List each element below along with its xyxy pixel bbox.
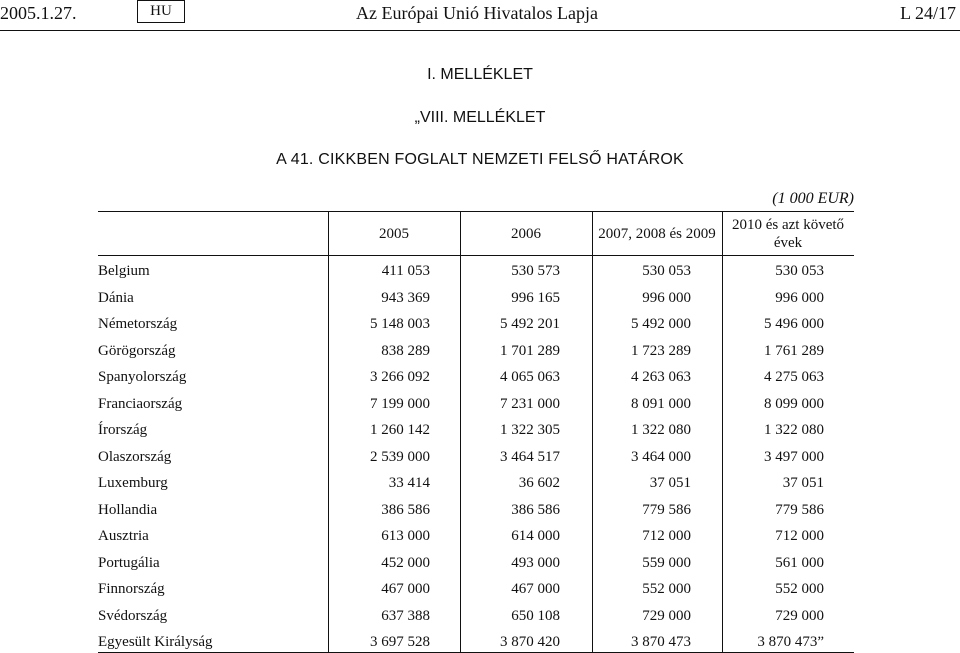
- table-row: [98, 626, 854, 653]
- column-header-2007-2009: 2007, 2008 és 2009: [598, 225, 716, 242]
- value-2010-onwards: 779 586: [775, 501, 824, 518]
- value-2006: 493 000: [511, 554, 560, 571]
- value-2010-onwards: 1 761 289: [764, 342, 824, 359]
- country-name: Olaszország: [98, 448, 172, 465]
- country-name: Írország: [98, 422, 148, 438]
- sub-annex-heading: „VIII. MELLÉKLET: [414, 109, 546, 126]
- table-row: [98, 547, 854, 574]
- value-2006: 650 108: [511, 607, 560, 624]
- value-2010-onwards: 1 322 080: [764, 422, 824, 438]
- table-row: [98, 282, 854, 309]
- table-row: [98, 494, 854, 521]
- country-name: Franciaország: [98, 395, 183, 412]
- table-row: [98, 308, 854, 335]
- publication-date: 2005.1.27.: [0, 3, 77, 23]
- header-rule: [0, 30, 960, 31]
- value-2007-2009: 3 464 000: [631, 448, 691, 465]
- value-2010-onwards: 729 000: [775, 607, 824, 624]
- value-2010-onwards: 712 000: [775, 528, 824, 544]
- value-2007-2009: 552 000: [642, 581, 691, 597]
- value-2010-onwards: 3 870 473”: [757, 634, 824, 650]
- table-row: [98, 467, 854, 494]
- value-2006: 467 000: [511, 581, 560, 597]
- value-2010-onwards: 4 275 063: [764, 369, 824, 385]
- value-2006: 386 586: [511, 501, 560, 518]
- value-2007-2009: 1 723 289: [631, 342, 691, 359]
- country-name: Svédország: [98, 607, 168, 624]
- table-row: [98, 361, 854, 388]
- country-name: Görögország: [98, 342, 176, 359]
- column-header-2010-onwards: 2010 és azt követő évek: [731, 216, 845, 251]
- table-body: [98, 255, 854, 653]
- value-2005: 1 260 142: [370, 422, 430, 438]
- value-2007-2009: 530 053: [642, 263, 691, 279]
- value-2005: 3 266 092: [370, 369, 430, 385]
- value-2007-2009: 779 586: [642, 501, 691, 518]
- value-2006: 1 322 305: [500, 422, 560, 438]
- page-header: [0, 0, 960, 27]
- value-2010-onwards: 8 099 000: [764, 395, 824, 412]
- unit-label: (1 000 EUR): [772, 190, 854, 207]
- value-2007-2009: 4 263 063: [631, 369, 691, 385]
- value-2007-2009: 5 492 000: [631, 316, 691, 332]
- table-row: [98, 441, 854, 468]
- value-2010-onwards: 37 051: [782, 475, 824, 491]
- value-2005: 452 000: [381, 554, 430, 571]
- value-2007-2009: 996 000: [642, 289, 691, 306]
- value-2005: 613 000: [381, 528, 430, 544]
- country-name: Hollandia: [98, 501, 158, 518]
- value-2006: 3 464 517: [500, 448, 560, 465]
- value-2006: 996 165: [511, 289, 560, 306]
- value-2007-2009: 1 322 080: [631, 422, 691, 438]
- language-badge: HU: [137, 0, 185, 23]
- value-2005: 5 148 003: [370, 316, 430, 332]
- value-2007-2009: 37 051: [649, 475, 691, 491]
- country-name: Spanyolország: [98, 369, 187, 385]
- value-2007-2009: 8 091 000: [631, 395, 691, 412]
- value-2007-2009: 3 870 473: [631, 634, 691, 650]
- value-2010-onwards: 3 497 000: [764, 448, 824, 465]
- value-2010-onwards: 996 000: [775, 289, 824, 306]
- value-2006: 4 065 063: [500, 369, 560, 385]
- document-title: A 41. CIKKBEN FOGLALT NEMZETI FELSŐ HATÁROK: [276, 151, 684, 168]
- column-header-2005: 2005: [379, 225, 409, 242]
- table-row: [98, 520, 854, 547]
- table-row: [98, 600, 854, 627]
- column-header-2006: 2006: [511, 225, 541, 242]
- value-2006: 1 701 289: [500, 342, 560, 359]
- annex-heading: I. MELLÉKLET: [427, 66, 533, 83]
- value-2005: 467 000: [381, 581, 430, 597]
- table-row: [98, 335, 854, 362]
- value-2010-onwards: 5 496 000: [764, 316, 824, 332]
- country-name: Belgium: [98, 263, 150, 279]
- country-name: Luxemburg: [98, 475, 168, 491]
- value-2006: 530 573: [511, 263, 560, 279]
- journal-title: Az Európai Unió Hivatalos Lapja: [356, 3, 598, 23]
- table-row: [98, 573, 854, 600]
- country-name: Dánia: [98, 289, 134, 306]
- table-row: [98, 255, 854, 282]
- value-2005: 838 289: [381, 342, 430, 359]
- country-name: Egyesült Királyság: [98, 634, 213, 650]
- value-2005: 411 053: [381, 263, 430, 279]
- value-2007-2009: 712 000: [642, 528, 691, 544]
- value-2006: 36 602: [518, 475, 560, 491]
- value-2005: 3 697 528: [370, 634, 430, 650]
- value-2007-2009: 729 000: [642, 607, 691, 624]
- table-row: [98, 414, 854, 441]
- value-2006: 5 492 201: [500, 316, 560, 332]
- value-2006: 3 870 420: [500, 634, 560, 650]
- country-name: Portugália: [98, 554, 160, 571]
- page-reference: L 24/17: [900, 3, 956, 23]
- country-name: Finnország: [98, 581, 165, 597]
- value-2010-onwards: 552 000: [775, 581, 824, 597]
- value-2006: 7 231 000: [500, 395, 560, 412]
- value-2005: 7 199 000: [370, 395, 430, 412]
- country-name: Németország: [98, 316, 178, 332]
- table-row: [98, 388, 854, 415]
- value-2010-onwards: 530 053: [775, 263, 824, 279]
- value-2006: 614 000: [511, 528, 560, 544]
- value-2007-2009: 559 000: [642, 554, 691, 571]
- country-name: Ausztria: [98, 528, 149, 544]
- value-2005: 943 369: [381, 289, 430, 306]
- value-2005: 386 586: [381, 501, 430, 518]
- value-2005: 637 388: [381, 607, 430, 624]
- value-2010-onwards: 561 000: [775, 554, 824, 571]
- value-2005: 2 539 000: [370, 448, 430, 465]
- value-2005: 33 414: [388, 475, 430, 491]
